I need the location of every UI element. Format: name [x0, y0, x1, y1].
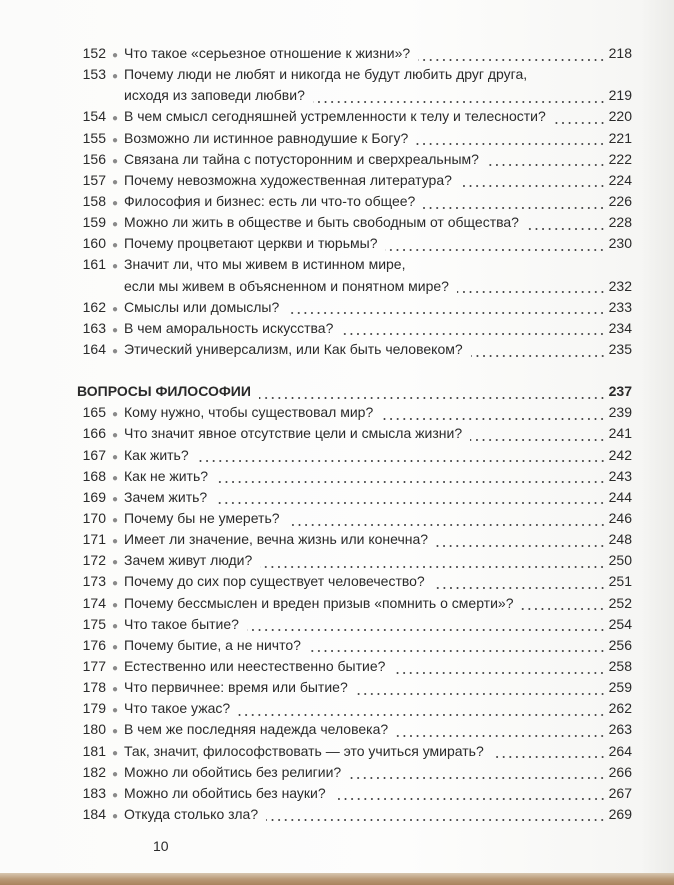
entry-page: 219 — [608, 87, 632, 104]
toc-entry-line — [70, 402, 632, 423]
toc-entry[interactable] — [70, 656, 632, 677]
toc-entry-line — [70, 254, 632, 275]
entry-page: 241 — [608, 425, 632, 442]
entry-title: если мы живем в объясненном и понятном мире? — [124, 277, 449, 294]
entry-number: 181 — [82, 742, 106, 759]
toc-entry[interactable] — [70, 571, 632, 592]
entry-page: 218 — [608, 45, 632, 61]
toc-entry[interactable] — [70, 318, 632, 339]
leader-dots — [259, 397, 606, 399]
entry-number: 165 — [82, 404, 106, 421]
toc-entry[interactable] — [70, 106, 632, 127]
entry-title: В чем аморальность искусства? — [124, 319, 334, 336]
leader-dots — [215, 502, 605, 504]
toc-entry[interactable] — [70, 402, 632, 423]
entry-page: 233 — [608, 298, 632, 315]
entry-page: 250 — [608, 552, 632, 569]
bullet-icon: ● — [111, 451, 119, 463]
toc-entry-line — [70, 423, 632, 444]
entry-title: В чем смысл сегодняшней устремленности к телу и телесности? — [124, 108, 546, 125]
entry-page: 222 — [608, 150, 632, 167]
toc-entry-line — [70, 149, 632, 170]
toc-entry-line — [70, 445, 632, 466]
entry-title: Почему бессмыслен и вреден призыв «помнить о смерти»? — [124, 594, 514, 611]
entry-number: 177 — [82, 657, 106, 674]
toc-entry-line — [70, 762, 632, 783]
entry-page: 269 — [608, 805, 632, 822]
bullet-icon: ● — [111, 113, 119, 125]
entry-number: 182 — [82, 763, 106, 780]
entry-title: Почему люди не любят и никогда не будут любить друг друга, — [124, 66, 528, 83]
leader-dots — [288, 524, 606, 526]
section-heading[interactable] — [70, 381, 632, 402]
leader-dots — [521, 608, 605, 610]
leader-dots — [334, 798, 606, 800]
entry-title: Возможно ли истинное равнодушие к Богу? — [124, 129, 409, 146]
entry-number: 176 — [82, 636, 106, 653]
toc-entry[interactable] — [70, 445, 632, 466]
entry-title: Как жить? — [124, 446, 189, 463]
entry-page: 226 — [608, 192, 632, 209]
toc-entry-line — [70, 529, 632, 550]
toc-entry-line — [70, 191, 632, 212]
toc-entry-line — [70, 656, 632, 677]
entry-title: Что первичнее: время или бытие? — [124, 679, 348, 696]
toc-entry-line — [70, 339, 632, 360]
bullet-icon: ● — [111, 557, 119, 569]
toc-entry-line — [70, 466, 632, 487]
bullet-icon: ● — [111, 324, 119, 336]
entry-number: 160 — [82, 235, 106, 252]
bullet-icon: ● — [111, 768, 119, 780]
entry-number: 171 — [82, 531, 106, 548]
entry-title: исходя из заповеди любви? — [124, 87, 305, 104]
page-edge — [0, 873, 674, 885]
bullet-icon: ● — [111, 620, 119, 632]
toc-entry-line — [70, 635, 632, 656]
bullet-icon: ● — [111, 514, 119, 526]
entry-page: 263 — [608, 721, 632, 738]
entry-number: 180 — [82, 721, 106, 738]
bullet-icon: ● — [111, 219, 119, 231]
toc-entry-line — [70, 297, 632, 318]
entry-title: Почему невозможна художественная литература? — [124, 171, 452, 188]
entry-page: 228 — [608, 214, 632, 231]
toc-entry[interactable] — [70, 297, 632, 318]
entry-title: Естественно или неестественно бытие? — [124, 657, 386, 674]
toc-entry[interactable] — [70, 550, 632, 571]
leader-dots — [433, 587, 606, 589]
toc-entry-line — [70, 318, 632, 339]
bullet-icon: ● — [111, 134, 119, 146]
leader-dots — [356, 693, 606, 695]
entry-title: Имеет ли значение, вечна жизнь или конечна? — [124, 531, 429, 548]
entry-page: 234 — [608, 319, 632, 336]
toc-entry[interactable] — [70, 233, 632, 254]
entry-page: 221 — [608, 129, 632, 146]
toc-entry[interactable] — [70, 487, 632, 508]
bullet-icon: ● — [111, 50, 119, 61]
entry-title: Философия и бизнес: есть ли что-то общее? — [124, 192, 416, 209]
bullet-icon: ● — [111, 261, 119, 273]
table-of-contents — [70, 43, 632, 825]
toc-entry-line — [70, 698, 632, 719]
bullet-icon: ● — [111, 197, 119, 209]
entry-title: Связана ли тайна с потусторонним и сверхреальным? — [124, 150, 479, 167]
toc-entry-line — [70, 43, 632, 64]
toc-entry-line — [70, 571, 632, 592]
entry-title: Почему до сих пор существует человечество? — [124, 573, 425, 590]
leader-dots — [238, 714, 605, 716]
toc-entry[interactable] — [70, 191, 632, 212]
section-title: ВОПРОСЫ ФИЛОСОФИИ — [77, 383, 251, 400]
entry-number: 156 — [82, 150, 106, 167]
entry-title: Как не жить? — [124, 467, 209, 484]
entry-page: 235 — [608, 340, 632, 357]
entry-number: 174 — [82, 594, 106, 611]
leader-dots — [349, 777, 605, 779]
section-page: 237 — [608, 383, 632, 400]
bullet-icon: ● — [111, 810, 119, 822]
bullet-icon: ● — [111, 684, 119, 696]
entry-title: Зачем жить? — [124, 488, 208, 505]
bullet-icon: ● — [111, 578, 119, 590]
leader-dots — [260, 566, 605, 568]
entry-title: Что значит явное отсутствие цели и смысла жизни? — [124, 425, 463, 442]
toc-entry-line — [70, 233, 632, 254]
toc-entry[interactable] — [70, 170, 632, 191]
toc-entry[interactable] — [70, 339, 632, 360]
toc-entry-line — [70, 593, 632, 614]
entry-page: 266 — [608, 763, 632, 780]
bullet-icon: ● — [111, 726, 119, 738]
leader-dots — [460, 185, 606, 187]
leader-dots — [471, 355, 606, 357]
entry-page: 239 — [608, 404, 632, 421]
toc-entry[interactable] — [70, 508, 632, 529]
toc-entry-line — [70, 85, 632, 106]
bullet-icon: ● — [111, 789, 119, 801]
bullet-icon: ● — [111, 662, 119, 674]
entry-number: 169 — [82, 488, 106, 505]
toc-group-b — [70, 402, 632, 825]
bullet-icon: ● — [111, 599, 119, 611]
bullet-icon: ● — [111, 641, 119, 653]
toc-entry[interactable] — [70, 43, 632, 64]
entry-number: 183 — [82, 784, 106, 801]
toc-entry-line — [70, 804, 632, 825]
toc-entry-line — [70, 719, 632, 740]
toc-entry[interactable] — [70, 762, 632, 783]
entry-page: 251 — [608, 573, 632, 590]
leader-dots — [313, 101, 606, 103]
leader-dots — [418, 59, 605, 61]
entry-page: 230 — [608, 235, 632, 252]
bullet-icon: ● — [111, 240, 119, 252]
entry-title: Что такое бытие? — [124, 615, 239, 632]
toc-entry-line — [70, 170, 632, 191]
entry-number: 153 — [82, 66, 106, 83]
entry-page: 267 — [608, 784, 632, 801]
entry-title: Что такое ужас? — [124, 700, 231, 717]
entry-page: 248 — [608, 531, 632, 548]
entry-number: 154 — [82, 108, 106, 125]
leader-dots — [216, 481, 606, 483]
entry-title: Кому нужно, чтобы существовал мир? — [124, 404, 374, 421]
toc-entry-line — [70, 783, 632, 804]
entry-page: 254 — [608, 615, 632, 632]
leader-dots — [436, 545, 606, 547]
entry-number: 166 — [82, 425, 106, 442]
toc-entry[interactable] — [70, 64, 632, 106]
bullet-icon: ● — [111, 536, 119, 548]
entry-title: Почему бы не умереть? — [124, 509, 280, 526]
leader-dots — [457, 291, 606, 293]
entry-title: Зачем живут люди? — [124, 552, 253, 569]
toc-entry-line — [70, 106, 632, 127]
bullet-icon: ● — [111, 345, 119, 357]
entry-page: 264 — [608, 742, 632, 759]
leader-dots — [385, 249, 605, 251]
toc-entry[interactable] — [70, 254, 632, 296]
entry-title: Так, значит, философствовать — это учиться умирать? — [124, 742, 484, 759]
toc-entry[interactable] — [70, 466, 632, 487]
leader-dots — [492, 756, 606, 758]
bullet-icon: ● — [111, 71, 119, 83]
leader-dots — [554, 122, 606, 124]
bullet-icon: ● — [111, 303, 119, 315]
leader-dots — [266, 819, 606, 821]
toc-entry[interactable] — [70, 698, 632, 719]
toc-entry-line — [70, 487, 632, 508]
leader-dots — [393, 672, 605, 674]
page-number: 10 — [153, 838, 169, 854]
entry-number: 175 — [82, 615, 106, 632]
toc-entry[interactable] — [70, 529, 632, 550]
entry-number: 161 — [82, 256, 106, 273]
entry-title: В чем же последняя надежда человека? — [124, 721, 389, 738]
leader-dots — [309, 650, 606, 652]
entry-number: 178 — [82, 679, 106, 696]
leader-dots — [381, 418, 605, 420]
entry-page: 242 — [608, 446, 632, 463]
bullet-icon: ● — [111, 472, 119, 484]
entry-page: 243 — [608, 467, 632, 484]
entry-number: 184 — [82, 805, 106, 822]
leader-dots — [197, 460, 606, 462]
entry-page: 256 — [608, 636, 632, 653]
bullet-icon: ● — [111, 747, 119, 759]
entry-page: 259 — [608, 679, 632, 696]
toc-entry[interactable] — [70, 212, 632, 233]
toc-entry-line — [70, 614, 632, 635]
leader-dots — [416, 143, 605, 145]
bullet-icon: ● — [111, 176, 119, 188]
entry-title: Почему бытие, а не ничто? — [124, 636, 301, 653]
entry-number: 167 — [82, 446, 106, 463]
bullet-icon: ● — [111, 430, 119, 442]
entry-number: 179 — [82, 700, 106, 717]
entry-title: Можно ли обойтись без религии? — [124, 763, 342, 780]
entry-number: 173 — [82, 573, 106, 590]
toc-entry-line — [70, 550, 632, 571]
entry-number: 158 — [82, 192, 106, 209]
entry-title: Этический универсализм, или Как быть человеком? — [124, 340, 463, 357]
entry-page: 232 — [608, 277, 632, 294]
toc-entry-line — [70, 677, 632, 698]
toc-entry-line — [70, 64, 632, 85]
toc-entry[interactable] — [70, 804, 632, 825]
entry-page: 224 — [608, 171, 632, 188]
leader-dots — [487, 164, 606, 166]
toc-entry[interactable] — [70, 423, 632, 444]
entry-page: 258 — [608, 657, 632, 674]
entry-title: Можно ли обойтись без науки? — [124, 784, 326, 801]
leader-dots — [527, 228, 606, 230]
entry-page: 244 — [608, 488, 632, 505]
entry-number: 163 — [82, 319, 106, 336]
entry-number: 159 — [82, 214, 106, 231]
entry-page: 262 — [608, 700, 632, 717]
leader-dots — [423, 207, 605, 209]
bullet-icon: ● — [111, 409, 119, 421]
entry-title: Что такое «серьезное отношение к жизни»? — [124, 45, 411, 61]
entry-page: 220 — [608, 108, 632, 125]
toc-entry-line — [70, 212, 632, 233]
toc-entry-line — [70, 741, 632, 762]
entry-number: 168 — [82, 467, 106, 484]
entry-number: 164 — [82, 340, 106, 357]
leader-dots — [470, 439, 606, 441]
leader-dots — [247, 629, 606, 631]
entry-page: 246 — [608, 509, 632, 526]
entry-title: Откуда столько зла? — [124, 805, 259, 822]
bullet-icon: ● — [111, 705, 119, 717]
toc-entry[interactable] — [70, 128, 632, 149]
bullet-icon: ● — [111, 155, 119, 167]
leader-dots — [396, 735, 605, 737]
toc-entry[interactable] — [70, 149, 632, 170]
entry-title: Почему процветают церкви и тюрьмы? — [124, 235, 378, 252]
toc-entry-line — [70, 508, 632, 529]
entry-number: 170 — [82, 509, 106, 526]
toc-entry[interactable] — [70, 741, 632, 762]
toc-group-a — [70, 43, 632, 360]
toc-entry-line — [70, 276, 632, 297]
entry-page: 252 — [608, 594, 632, 611]
leader-dots — [287, 312, 605, 314]
entry-title: Значит ли, что мы живем в истинном мире, — [124, 256, 406, 273]
entry-title: Смыслы или домыслы? — [124, 298, 280, 315]
toc-entry[interactable] — [70, 719, 632, 740]
toc-entry[interactable] — [70, 614, 632, 635]
toc-entry-line — [70, 128, 632, 149]
toc-entry[interactable] — [70, 783, 632, 804]
bullet-icon: ● — [111, 493, 119, 505]
entry-number: 152 — [82, 45, 106, 61]
toc-entry[interactable] — [70, 677, 632, 698]
entry-number: 172 — [82, 552, 106, 569]
entry-title: Можно ли жить в обществе и быть свободным от общества? — [124, 214, 519, 231]
toc-entry[interactable] — [70, 635, 632, 656]
entry-number: 155 — [82, 129, 106, 146]
entry-number: 162 — [82, 298, 106, 315]
entry-number: 157 — [82, 171, 106, 188]
leader-dots — [341, 333, 605, 335]
toc-entry[interactable] — [70, 593, 632, 614]
